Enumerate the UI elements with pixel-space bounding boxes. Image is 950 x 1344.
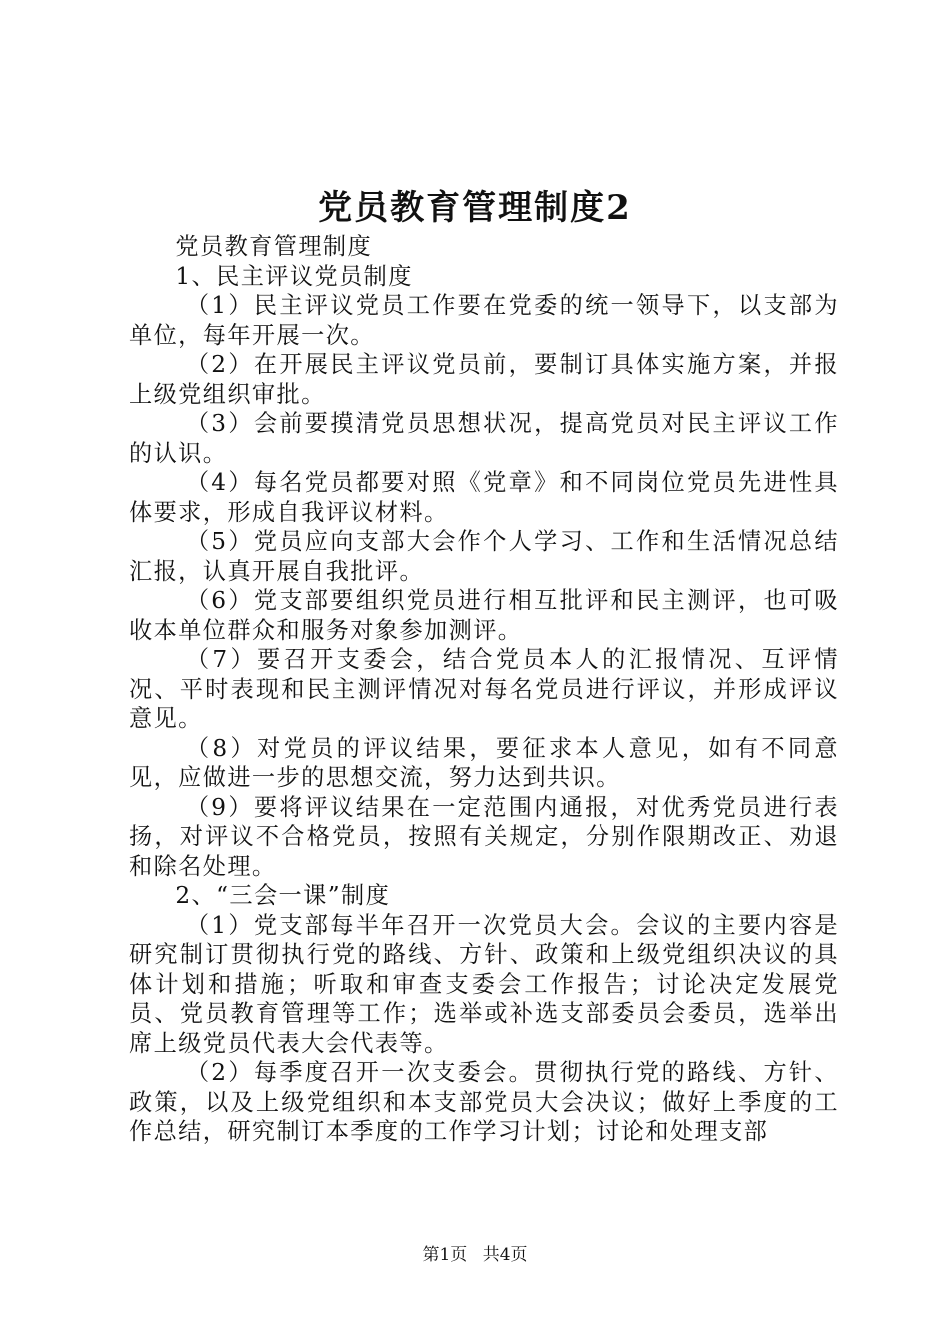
body-paragraph: （5）党员应向支部大会作个人学习、工作和生活情况总结汇报，认真开展自我批评。 bbox=[129, 528, 839, 585]
body-paragraph: （7）要召开支委会，结合党员本人的汇报情况、互评情况、平时表现和民主测评情况对每名党员进行评议，并形成评议意见。 bbox=[129, 646, 839, 732]
body-paragraph: 2、“三会一课”制度 bbox=[175, 882, 391, 909]
body-paragraph: （1）民主评议党员工作要在党委的统一领导下，以支部为单位，每年开展一次。 bbox=[129, 292, 839, 349]
body-paragraph: （4）每名党员都要对照《党章》和不同岗位党员先进性具体要求，形成自我评议材料。 bbox=[129, 469, 839, 526]
document-title: 党员教育管理制度2 bbox=[318, 188, 632, 228]
page-total: 共4页 bbox=[482, 1245, 528, 1265]
body-paragraph: 党员教育管理制度 bbox=[175, 233, 373, 260]
body-paragraph: 1、民主评议党员制度 bbox=[175, 262, 413, 290]
body-paragraph: （2）在开展民主评议党员前，要制订具体实施方案，并报上级党组织审批。 bbox=[129, 351, 839, 408]
page-number: 第1页 bbox=[422, 1245, 468, 1265]
body-paragraph: （3）会前要摸清党员思想状况，提高党员对民主评议工作的认识。 bbox=[129, 410, 839, 467]
body-paragraph: （1）党支部每半年召开一次党员大会。会议的主要内容是研究制订贯彻执行党的路线、方针、政策和上级党组织决议的具体计划和措施；听取和审查支委会工作报告；讨论决定发展党员、党员教育管理等工作；选举或补选支部委员会委员，选举出席上级党员代表大会代表等。 bbox=[129, 911, 839, 1057]
page-footer bbox=[0, 1244, 950, 1266]
body-paragraph: （6）党支部要组织党员进行相互批评和民主测评，也可吸收本单位群众和服务对象参加测评。 bbox=[129, 587, 839, 644]
body-paragraph: （8）对党员的评议结果，要征求本人意见，如有不同意见，应做进一步的思想交流，努力达到共识。 bbox=[129, 734, 839, 791]
body-paragraph: （9）要将评议结果在一定范围内通报，对优秀党员进行表扬，对评议不合格党员，按照有关规定，分别作限期改正、劝退和除名处理。 bbox=[129, 793, 839, 880]
body-paragraph: （2）每季度召开一次支委会。贯彻执行党的路线、方针、政策，以及上级党组织和本支部党员大会决议；做好上季度的工作总结，研究制订本季度的工作学习计划；讨论和处理支部 bbox=[129, 1059, 839, 1145]
document-body bbox=[129, 232, 839, 1147]
